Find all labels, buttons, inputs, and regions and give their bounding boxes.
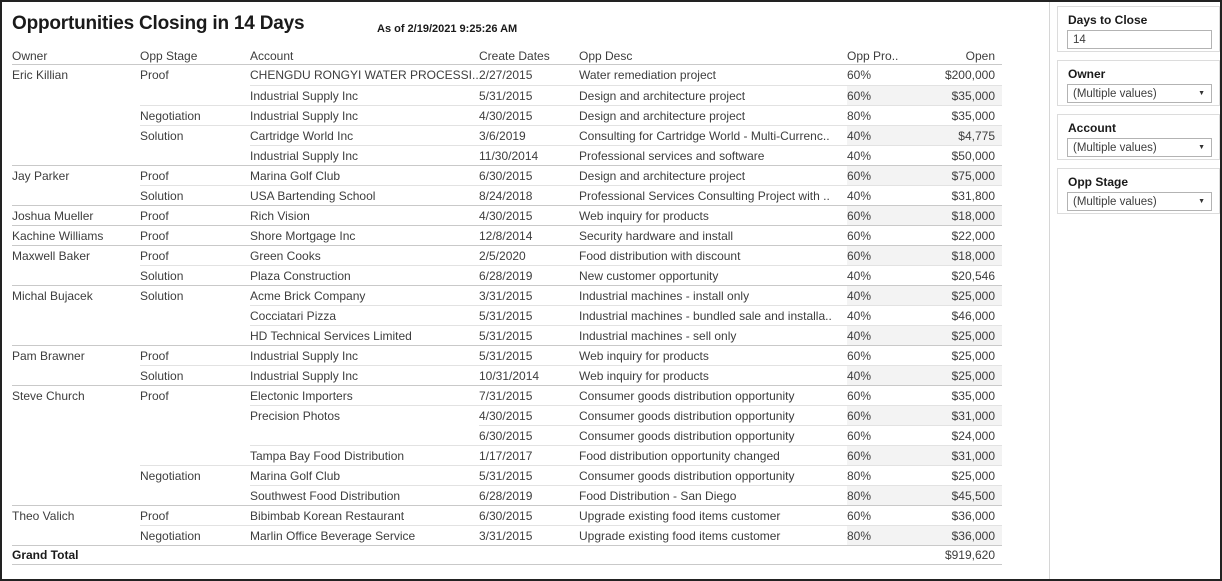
table-cell: Proof — [140, 225, 250, 245]
table-cell: 40% — [847, 325, 902, 345]
table-cell: $31,800 — [902, 185, 1002, 205]
dropdown-value: (Multiple values) — [1073, 195, 1157, 208]
table-cell: 8/24/2018 — [479, 185, 579, 205]
table-cell: 1/17/2017 — [479, 445, 579, 465]
table-cell: Consumer goods distribution opportunity — [579, 425, 847, 445]
table-cell: $25,000 — [902, 345, 1002, 365]
table-cell: Marlin Office Beverage Service — [250, 525, 479, 545]
table-cell: 60% — [847, 445, 902, 465]
table-cell: 6/30/2015 — [479, 165, 579, 185]
table-row[interactable] — [12, 125, 1002, 145]
table-cell: Marina Golf Club — [250, 465, 479, 485]
table-cell: $36,000 — [902, 525, 1002, 545]
table-row[interactable] — [12, 105, 1002, 125]
table-cell: Proof — [140, 165, 250, 185]
filter-label: Account — [1068, 121, 1116, 135]
table-cell — [12, 305, 140, 325]
table-row[interactable] — [12, 225, 1002, 245]
table-cell: 60% — [847, 425, 902, 445]
table-header-row — [12, 47, 1002, 65]
table-cell: 5/31/2015 — [479, 345, 579, 365]
table-cell: $25,000 — [902, 365, 1002, 385]
table-cell: 80% — [847, 465, 902, 485]
table-cell: 6/28/2019 — [479, 265, 579, 285]
filter-owner — [1057, 60, 1220, 106]
table-row[interactable] — [12, 325, 1002, 345]
table-cell — [140, 425, 250, 445]
table-row[interactable] — [12, 445, 1002, 465]
table-cell: Negotiation — [140, 105, 250, 125]
table-cell — [12, 365, 140, 385]
opp-stage-filter-dropdown[interactable] — [1067, 192, 1212, 211]
table-cell — [140, 485, 250, 505]
table-cell: Plaza Construction — [250, 265, 479, 285]
table-cell: Eric Killian — [12, 68, 69, 82]
table-row[interactable] — [12, 405, 1002, 425]
column-header: Opp Pro.. — [847, 48, 899, 63]
table-cell: Theo Valich — [12, 505, 140, 525]
table-cell: $18,000 — [902, 205, 1002, 225]
table-cell: Industrial Supply Inc — [250, 345, 479, 365]
table-cell: Cocciatari Pizza — [250, 305, 479, 325]
filter-label: Opp Stage — [1068, 175, 1129, 189]
table-cell — [12, 405, 140, 425]
table-cell: 7/31/2015 — [479, 385, 579, 405]
table-cell — [12, 485, 140, 505]
table-cell: $4,775 — [902, 125, 1002, 145]
table-cell: 80% — [847, 485, 902, 505]
table-cell: Solution — [140, 185, 250, 205]
table-cell: Consumer goods distribution opportunity — [579, 385, 847, 405]
table-row[interactable] — [12, 285, 1002, 305]
table-cell: Michal Bujacek — [12, 285, 140, 305]
table-cell: $25,000 — [902, 285, 1002, 305]
table-cell — [12, 465, 140, 485]
table-cell — [140, 145, 250, 165]
table-cell: 60% — [847, 68, 872, 82]
table-row[interactable] — [12, 165, 1002, 185]
table-cell: Industrial machines - bundled sale and installa.. — [579, 305, 847, 325]
table-cell: Solution — [140, 365, 250, 385]
table-cell: Food distribution with discount — [579, 245, 847, 265]
table-cell: Consumer goods distribution opportunity — [579, 405, 847, 425]
table-row[interactable] — [12, 245, 1002, 265]
table-cell: Design and architecture project — [579, 105, 847, 125]
table-cell: Web inquiry for products — [579, 205, 847, 225]
table-cell: USA Bartending School — [250, 185, 479, 205]
table-cell: 6/30/2015 — [479, 425, 579, 445]
table-cell: 60% — [847, 385, 902, 405]
column-header: Opp Stage — [140, 48, 198, 63]
page-title: Opportunities Closing in 14 Days — [12, 13, 305, 34]
table-cell: $24,000 — [902, 425, 1002, 445]
table-cell — [140, 445, 250, 465]
table-cell: Jay Parker — [12, 165, 140, 185]
table-cell: 6/30/2015 — [479, 505, 579, 525]
table-cell: 4/30/2015 — [479, 405, 579, 425]
table-cell — [250, 425, 479, 445]
table-cell: 40% — [847, 365, 902, 385]
days-to-close-input[interactable] — [1067, 30, 1212, 49]
filter-label: Owner — [1068, 67, 1106, 81]
table-cell: Design and architecture project — [579, 165, 847, 185]
table-cell: Proof — [140, 345, 250, 365]
table-cell: Shore Mortgage Inc — [250, 225, 479, 245]
table-cell: Marina Golf Club — [250, 165, 479, 185]
table-cell: 12/8/2014 — [479, 225, 579, 245]
table-row[interactable] — [12, 65, 1002, 85]
column-header: Account — [250, 48, 294, 63]
column-header: Open — [965, 48, 995, 63]
table-row[interactable] — [12, 145, 1002, 165]
table-cell: Kachine Williams — [12, 225, 140, 245]
table-cell: Rich Vision — [250, 205, 479, 225]
table-cell: 5/31/2015 — [479, 85, 579, 105]
table-cell: 40% — [847, 265, 902, 285]
table-cell: 6/28/2019 — [479, 485, 579, 505]
table-cell: 40% — [847, 145, 902, 165]
table-row[interactable] — [12, 525, 1002, 545]
column-header: Opp Desc — [579, 48, 633, 63]
table-cell — [12, 525, 140, 545]
table-cell: 2/5/2020 — [479, 245, 579, 265]
table-cell: $25,000 — [902, 465, 1002, 485]
table-cell: $36,000 — [902, 505, 1002, 525]
table-cell: $35,000 — [902, 85, 1002, 105]
table-cell: $50,000 — [902, 145, 1002, 165]
table-cell: 60% — [847, 85, 902, 105]
table-cell: 40% — [847, 125, 902, 145]
table-cell: Electonic Importers — [250, 385, 479, 405]
table-cell: Proof — [140, 68, 169, 82]
table-cell: Web inquiry for products — [579, 365, 847, 385]
table-cell: $46,000 — [902, 305, 1002, 325]
table-cell — [12, 425, 140, 445]
table-cell: Proof — [140, 205, 250, 225]
table-cell: 4/30/2015 — [479, 105, 579, 125]
grand-total-row — [12, 545, 1002, 565]
table-cell: Food Distribution - San Diego — [579, 485, 847, 505]
table-cell: 80% — [847, 525, 902, 545]
table-cell: Industrial machines - sell only — [579, 325, 847, 345]
table-cell: Precision Photos — [250, 405, 479, 425]
table-cell: $31,000 — [902, 445, 1002, 465]
table-row[interactable] — [12, 385, 1002, 405]
table-cell: 2/27/2015 — [479, 68, 533, 82]
table-row[interactable] — [12, 465, 1002, 485]
table-cell: Industrial Supply Inc — [250, 145, 479, 165]
table-cell: 11/30/2014 — [479, 145, 579, 165]
table-row[interactable] — [12, 505, 1002, 525]
filter-label: Days to Close — [1068, 13, 1148, 27]
table-cell: $25,000 — [902, 325, 1002, 345]
table-cell — [12, 265, 140, 285]
table-cell: Solution — [140, 285, 250, 305]
table-cell: Southwest Food Distribution — [250, 485, 479, 505]
table-cell: $20,546 — [902, 265, 1002, 285]
table-cell: HD Technical Services Limited — [250, 325, 479, 345]
table-cell: 5/31/2015 — [479, 305, 579, 325]
table-cell: Industrial Supply Inc — [250, 105, 479, 125]
table-cell — [12, 105, 140, 125]
table-cell: Maxwell Baker — [12, 245, 140, 265]
table-cell: Proof — [140, 245, 250, 265]
table-cell: Acme Brick Company — [250, 285, 479, 305]
table-cell: Industrial Supply Inc — [250, 365, 479, 385]
table-cell: Tampa Bay Food Distribution — [250, 445, 479, 465]
table-cell: Steve Church — [12, 385, 140, 405]
table-cell: Solution — [140, 265, 250, 285]
table-cell: 3/31/2015 — [479, 285, 579, 305]
table-cell: Industrial Supply Inc — [250, 85, 479, 105]
table-cell: Professional Services Consulting Project with .. — [579, 185, 847, 205]
table-cell: 60% — [847, 225, 902, 245]
table-cell — [12, 85, 140, 105]
table-cell: $31,000 — [902, 405, 1002, 425]
table-cell: Design and architecture project — [579, 85, 847, 105]
table-cell: 5/31/2015 — [479, 465, 579, 485]
dropdown-value: (Multiple values) — [1073, 141, 1157, 154]
table-cell: Consulting for Cartridge World - Multi-Currenc.. — [579, 125, 847, 145]
table-row[interactable] — [12, 305, 1002, 325]
table-cell: Bibimbab Korean Restaurant — [250, 505, 479, 525]
table-cell: Industrial machines - install only — [579, 285, 847, 305]
table-cell: 60% — [847, 345, 902, 365]
table-cell: $22,000 — [902, 225, 1002, 245]
dropdown-value: (Multiple values) — [1073, 87, 1157, 100]
table-cell: $75,000 — [902, 165, 1002, 185]
table-cell — [140, 405, 250, 425]
table-cell: 40% — [847, 185, 902, 205]
table-cell: Security hardware and install — [579, 225, 847, 245]
table-cell — [140, 325, 250, 345]
table-cell: 40% — [847, 285, 902, 305]
table-cell: 60% — [847, 205, 902, 225]
filter-panel — [1049, 2, 1222, 579]
table-cell — [12, 185, 140, 205]
table-cell: Water remediation project — [579, 68, 716, 82]
table-cell: Food distribution opportunity changed — [579, 445, 847, 465]
column-header: Owner — [12, 48, 48, 63]
table-cell: Consumer goods distribution opportunity — [579, 465, 847, 485]
table-cell: 3/31/2015 — [479, 525, 579, 545]
table-cell: 60% — [847, 405, 902, 425]
table-cell: 3/6/2019 — [479, 125, 579, 145]
table-cell: 60% — [847, 245, 902, 265]
table-cell: 80% — [847, 105, 902, 125]
grand-total-value: $919,620 — [944, 548, 995, 562]
table-cell — [140, 305, 250, 325]
account-filter-dropdown[interactable] — [1067, 138, 1212, 157]
table-cell: Proof — [140, 505, 250, 525]
filter-opp-stage — [1057, 168, 1220, 214]
table-row[interactable] — [12, 185, 1002, 205]
table-cell — [12, 125, 140, 145]
chevron-down-icon: ▼ — [1198, 90, 1205, 97]
table-cell: 5/31/2015 — [479, 325, 579, 345]
table-cell — [12, 445, 140, 465]
table-cell: 40% — [847, 305, 902, 325]
table-cell: CHENGDU RONGYI WATER PROCESSI.. — [250, 68, 479, 82]
table-row[interactable] — [12, 205, 1002, 225]
table-cell: Upgrade existing food items customer — [579, 505, 847, 525]
table-row[interactable] — [12, 485, 1002, 505]
table-cell: Green Cooks — [250, 245, 479, 265]
filter-account — [1057, 114, 1220, 160]
table-row[interactable] — [12, 265, 1002, 285]
grand-total-label: Grand Total — [12, 548, 79, 562]
table-cell: New customer opportunity — [579, 265, 847, 285]
table-row[interactable] — [12, 85, 1002, 105]
table-row[interactable] — [12, 345, 1002, 365]
table-cell: Negotiation — [140, 525, 250, 545]
table-row[interactable] — [12, 365, 1002, 385]
table-cell: Negotiation — [140, 465, 250, 485]
table-cell — [12, 325, 140, 345]
table-cell: $35,000 — [902, 105, 1002, 125]
chevron-down-icon: ▼ — [1198, 198, 1205, 205]
filter-days-to-close — [1057, 6, 1220, 52]
table-cell: 4/30/2015 — [479, 205, 579, 225]
table-cell: $45,500 — [902, 485, 1002, 505]
table-cell: 60% — [847, 505, 902, 525]
table-row[interactable] — [12, 425, 1002, 445]
table-cell — [140, 85, 250, 105]
table-cell: Proof — [140, 385, 250, 405]
table-cell: Cartridge World Inc — [250, 125, 479, 145]
table-cell: Solution — [140, 125, 250, 145]
table-cell: $35,000 — [902, 385, 1002, 405]
table-cell: Pam Brawner — [12, 345, 140, 365]
table-cell: 60% — [847, 165, 902, 185]
table-cell: Web inquiry for products — [579, 345, 847, 365]
table-cell: Upgrade existing food items customer — [579, 525, 847, 545]
chevron-down-icon: ▼ — [1198, 144, 1205, 151]
table-cell — [12, 145, 140, 165]
data-table — [12, 47, 1002, 565]
table-cell: Joshua Mueller — [12, 205, 140, 225]
owner-filter-dropdown[interactable] — [1067, 84, 1212, 103]
table-cell: 10/31/2014 — [479, 365, 579, 385]
column-header: Create Dates — [479, 48, 550, 63]
table-cell: $200,000 — [944, 68, 995, 82]
as-of-timestamp: As of 2/19/2021 9:25:26 AM — [377, 23, 518, 35]
table-cell: Professional services and software — [579, 145, 847, 165]
table-cell: $18,000 — [902, 245, 1002, 265]
